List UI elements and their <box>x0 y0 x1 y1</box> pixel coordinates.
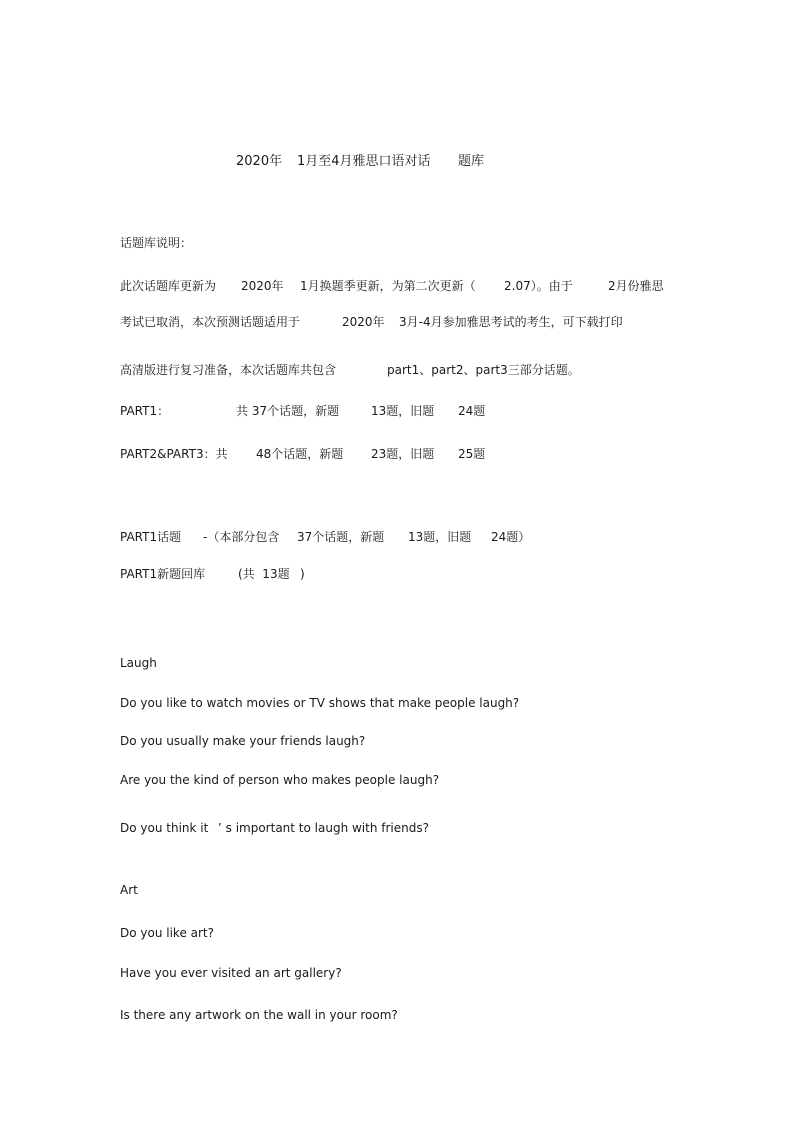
intro-label: 话题库说明： <box>120 236 193 250</box>
summary-part1: PART1： 共 37个话题，新题 13题，旧题 24题 <box>120 404 486 418</box>
question: Have you ever visited an art gallery? <box>120 966 342 980</box>
topic-heading-art: Art <box>120 883 138 897</box>
page-title <box>0 154 485 211</box>
summary-part2-part3: PART2&PART3：共 48个话题，新题 23题，旧题 25题 <box>120 447 486 461</box>
question: Do you usually make your friends laugh? <box>120 734 366 748</box>
question: Do you think it ’ s important to laugh with friends? <box>120 821 429 835</box>
intro-line-1: 此次话题库更新为 2020年 1月换题季更新，为第二次更新（ 2.07）。由于 2月份雅思 <box>120 279 664 293</box>
title-range: 1月至4月雅思口语对话 <box>297 154 431 169</box>
title-bank: 题库 <box>458 154 485 169</box>
question: Do you like to watch movies or TV shows that make people laugh? <box>120 696 520 710</box>
question: Do you like art? <box>120 926 215 940</box>
intro-line-2: 考试已取消，本次预测话题适用于 2020年 3月-4月参加雅思考试的考生，可下载打印 <box>120 315 623 329</box>
topic-heading-laugh: Laugh <box>120 656 157 670</box>
section-heading: PART1话题 -（本部分包含 37个话题，新题 13题，旧题 24题） <box>120 530 531 544</box>
question: Are you the kind of person who makes people laugh? <box>120 773 440 787</box>
question: Is there any artwork on the wall in your room? <box>120 1008 398 1022</box>
section-subheading: PART1新题回库 (共 13题 ) <box>120 567 305 581</box>
title-year: 2020年 <box>236 154 283 169</box>
intro-line-3: 高清版进行复习准备，本次话题库共包含 part1、part2、part3三部分话题。 <box>120 363 580 377</box>
